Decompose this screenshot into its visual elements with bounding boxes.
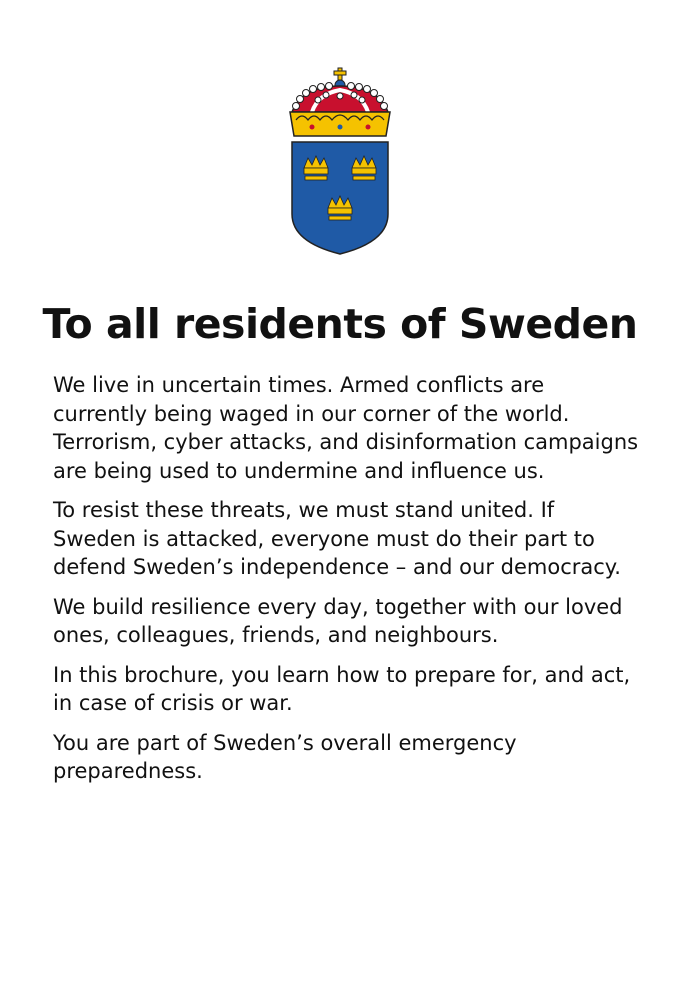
paragraph: In this brochure, you learn how to prepare for, and act, in case of crisis or war. — [53, 662, 631, 715]
body-text — [53, 371, 643, 797]
swedish-coat-of-arms-icon — [282, 66, 398, 256]
paragraph: We live in uncertain times. Armed conflicts are currently being waged in our corner of the world. Terrorism, cyber attacks, and disinformation campaigns are being used to undermine and influence us. — [53, 373, 639, 483]
crown-arches-icon — [292, 83, 388, 113]
paragraph: We build resilience every day, together with our loved ones, colleagues, friends, and neighbours. — [53, 594, 623, 647]
paragraph: You are part of Sweden’s overall emergency preparedness. — [53, 730, 517, 783]
crown-band-icon — [290, 112, 390, 136]
page-title: To all residents of Sweden — [42, 300, 638, 348]
paragraph: To resist these threats, we must stand united. If Sweden is attacked, everyone must do their part to defend Sweden’s independence – and our democracy. — [53, 498, 621, 579]
